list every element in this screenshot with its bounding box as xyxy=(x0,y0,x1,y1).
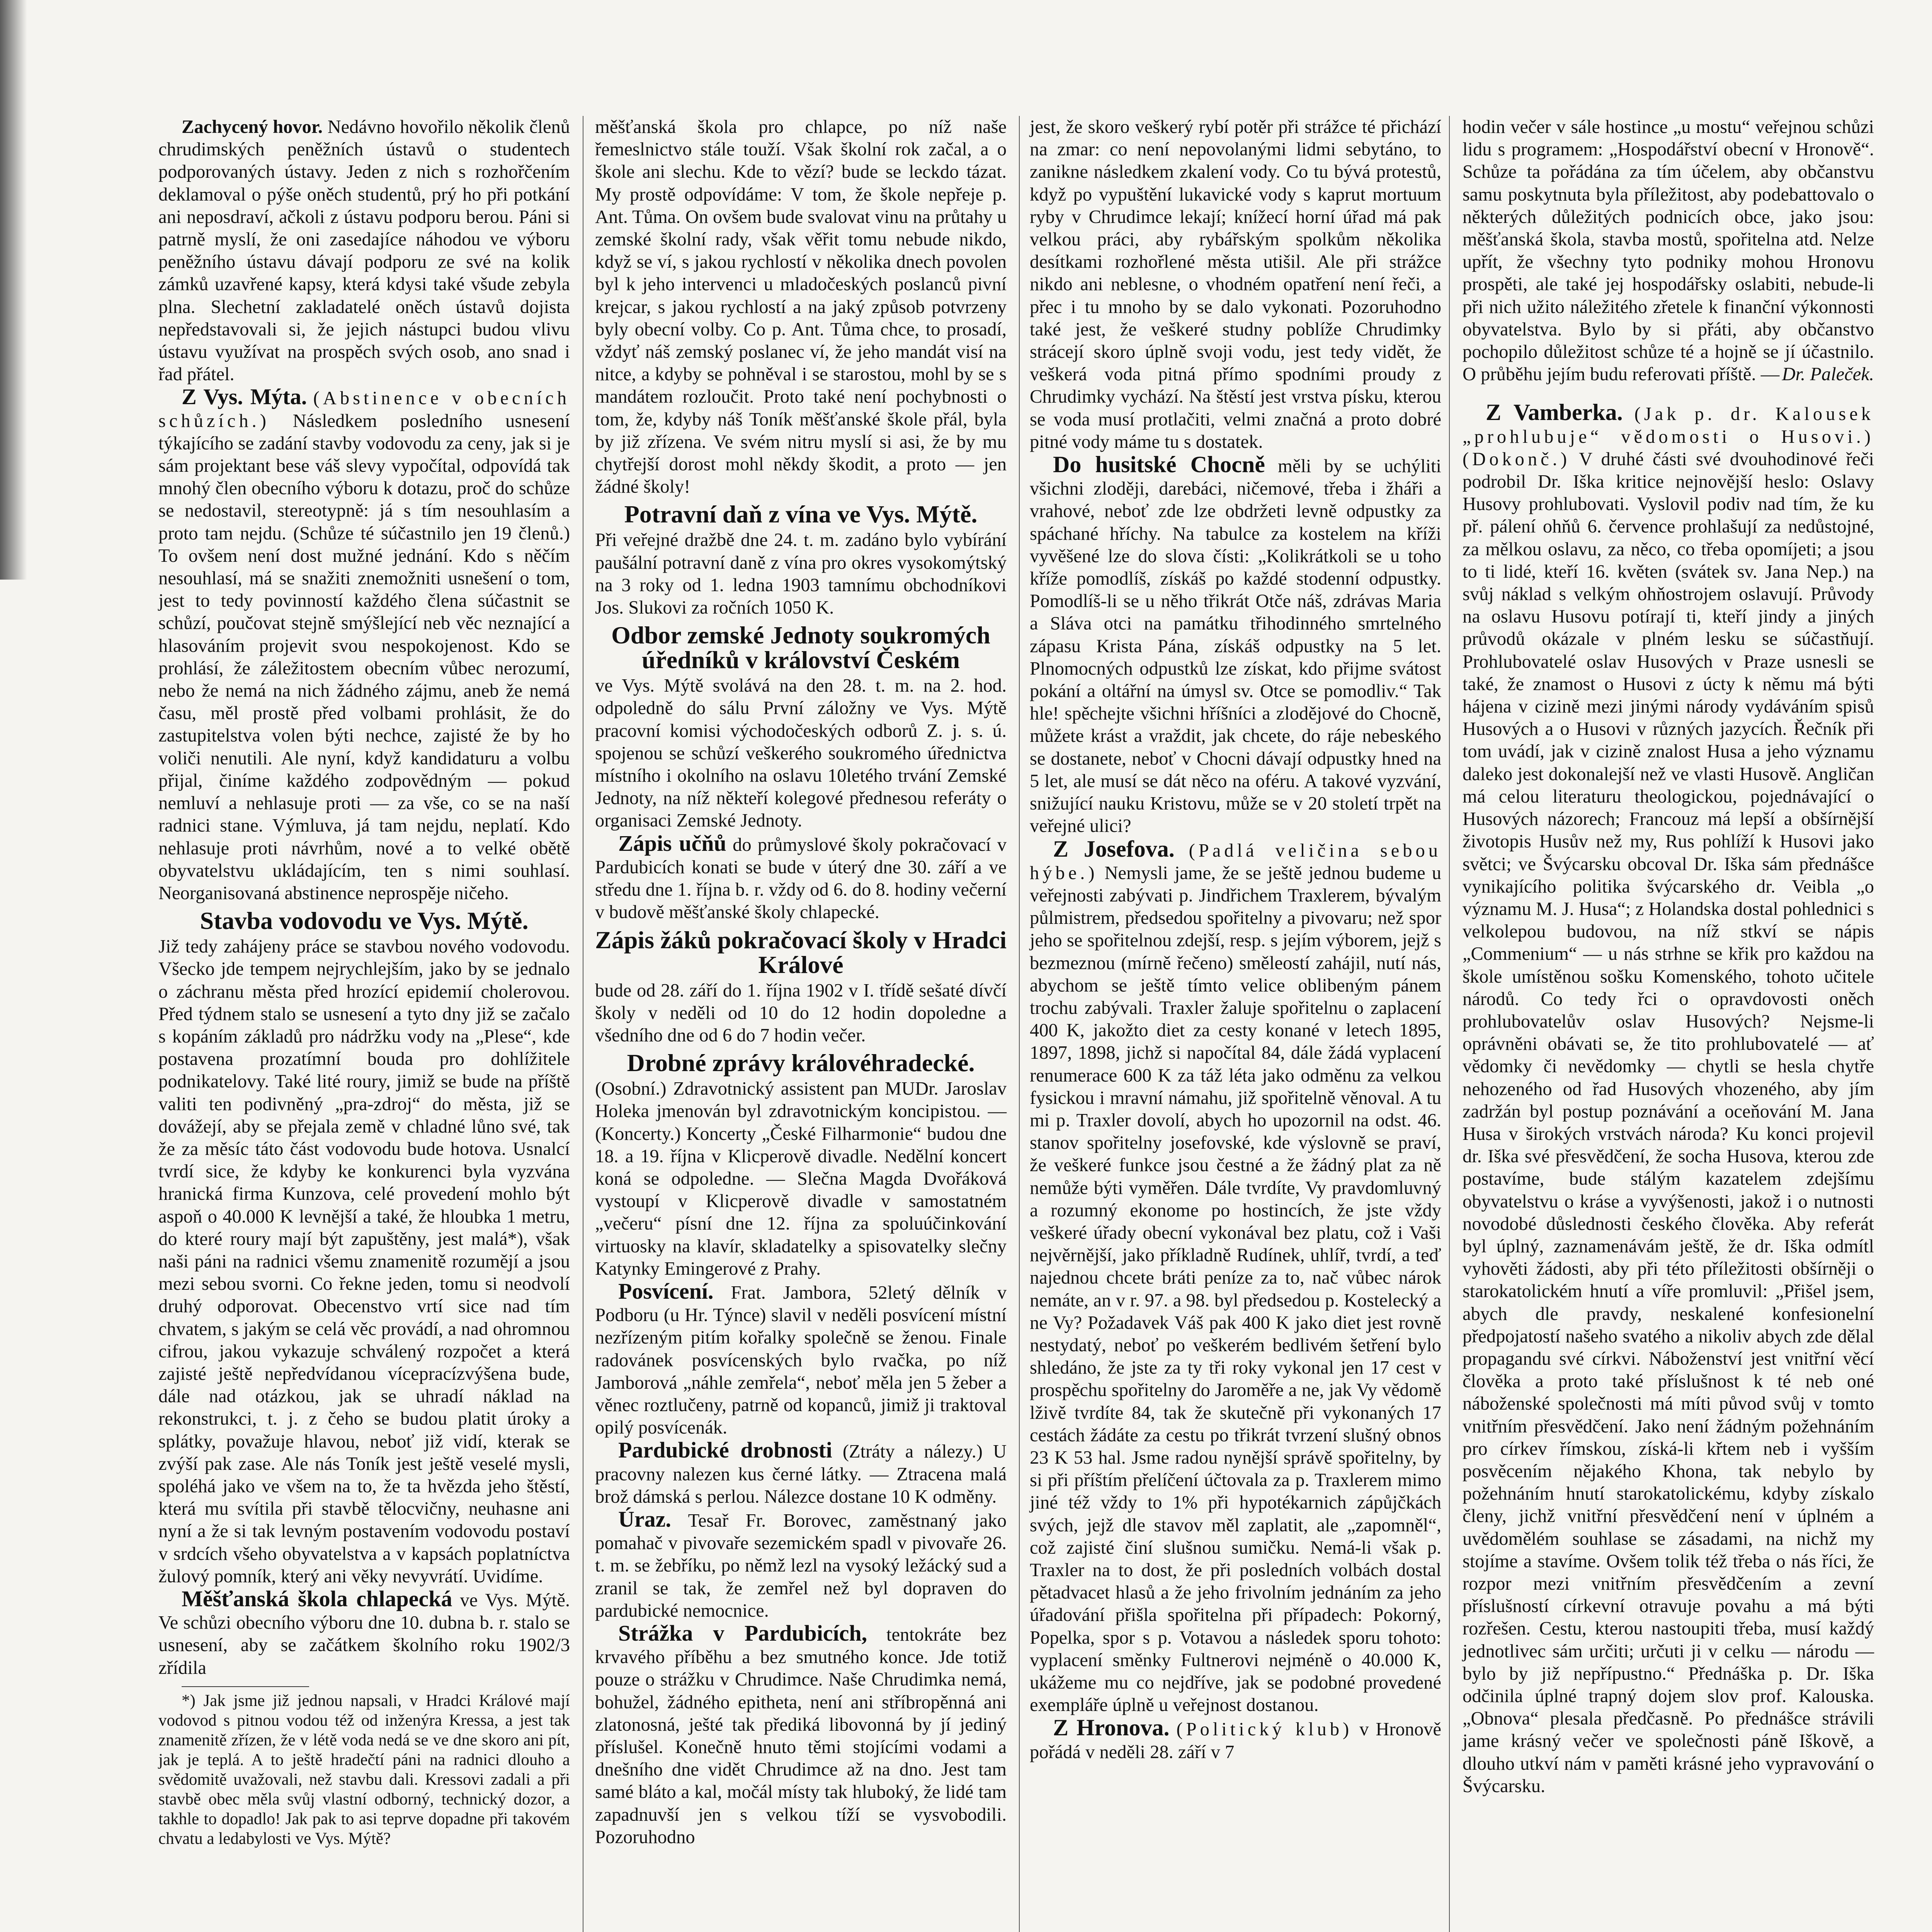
article-heading: Posvícení. xyxy=(618,1278,714,1304)
article-subheading: (Jak p. dr. Kalousek „prohlubuje“ vědomosti o Husovi.) (Dokonč.) xyxy=(1463,404,1874,469)
article-text: Frat. Jambora, 52letý dělník v Podboru (u Hr. Týnce) slavil v neděli posvícení místní nezřízeným pitím kořalky společně se ženou. Finale radovánek posvícenských bylo rvačka, po níž Jamborová „náhle zemřela“, neboť měla jen 5 žeber a věnec roztlučeny, patrně od kopanců, jimiž ji traktoval opilý posvícenák. xyxy=(595,1282,1007,1438)
article-text: Již tedy zahájeny práce se stavbou nového vodovodu. Všecko jde tempem nejrychlejším, jako by se jednalo o záchranu města před hrozící epidemií cholerovou. Před týdnem stalo se usnesení a tyto dny již se začalo s kopáním základů pro nádržku vody na „Plese“, kde postavena prozatímní bouda pro dohlížitele podnikatelovy. Také lité roury, jimiž se bude na příště valiti ten podivněný „pra-zdroj“ do města, již se dovážejí, aby se přejala země v chladné lůno své, tak že za měsíc táto část vodovodu bude hotova. Usnalcí tvrdí sice, že kdyby ke konkurenci byla vyzvána hranická firma Kunzova, celé provedení mohlo být aspoň o 40.000 K levnější a také, že hloubka 1 metru, do které roury mají být zapuštěny, jest malá*), však naši páni na radnici všemu znamenitě rozumějí a jsou mezi sebou svorni. Co řekne jeden, tomu si neodvolí druhý odporovat. Obecenstvo vrtí sice nad tím chvatem, s jakým se celá věc provádí, a nad ohromnou cifrou, jakou vykazuje schválený rozpočet a která zajisté ještě nepředvídanou vícepracízvýšena bude, dále nad otázkou, jak se uhradí náklad na rekonstrukci, t. j. z čeho se budou platit úroky a splátky, považuje hlavou, neboť již vidí, kterak se zvýší pak zase. Ale nás Toník jest ještě veselé mysli, spoléhá jako ve všem na to, že ta hvězda jeho štěstí, která mu svítila při stavbě tělocvičny, neuhasne ani nyní a že si tak levným postavením vodovodu postaví v srdcích všeho obyvatelstva a v kapsách poplatníctva žulový pomník, který ani věky nevyvrátí. Uvidíme. xyxy=(158,936,570,1587)
article-zachyceny-hovor xyxy=(158,116,570,386)
article-mestanska-skola xyxy=(158,1588,570,1679)
article-vys-myto xyxy=(158,386,570,905)
article-text: měšťanská škola pro chlapce, po níž naše řemeslnictvo stále touží. Však školní rok začal, a o škole ani slechu. Kde to vězí? bude se leckdo tázat. My prostě odpovídáme: V tom, že škole nepřeje p. Ant. Tůma. On ovšem bude svalovat vinu na průtahy u zemské školní rady, však věřit tomu nebude nikdo, když se ví, s jakou rychlostí v několika dnech povolen byl k jeho intervenci u mladočeských poslanců pivní krejcar, s jakou rychlostí a na jaký způsob potvrzeny byly obecní volby. Co p. Ant. Tůma chce, to prosadí, vždyť náš zemský poslanec ví, že jeho mandát visí na nitce, a kdyby se pohněval i se starostou, mohl by se s mandátem rozloučit. Proto také není pochybnosti o tom, že, kdyby náš Toník měšťanské škole přál, byla by již zřízena. Ve svém nitru myslí si asi, že by mu chytřejší dorost mohl někdy škodit, a proto — jen žádné školy! xyxy=(595,117,1007,497)
article-posviceni xyxy=(595,1280,1007,1439)
article-josefov xyxy=(1030,838,1441,1717)
article-heading: Zápis učňů xyxy=(618,830,726,856)
article-heading: Zachycený hovor. xyxy=(182,117,323,137)
footnote: *) Jak jsme již jednou napsali, v Hradci Králové mají vodovod s pitnou vodou též od inženýra Kressa, a jest tak znamenitě zřízen, že v létě voda nedá se ve dne skoro ani pít, jak je teplá. A to ještě hradečtí páni na radnici dlouho a svědomitě uvažovali, než stavbu dali. Kressovi zadali a při stavbě obec měla svůj vlastní odborný, technický dozor, a takhle to dopadlo! Jak pak to asi teprve dopadne při takovém chvatu a ledabylosti ve Vys. Mýtě? xyxy=(158,1691,570,1848)
article-vamberk xyxy=(1463,401,1874,1798)
article-strazka xyxy=(595,1622,1007,1849)
article-heading: Zápis žáků pokračovací školy v Hradci Králové xyxy=(595,926,1007,978)
article-heading: Z Josefova. xyxy=(1053,836,1175,862)
footnote-rule xyxy=(182,1686,309,1687)
column-2 xyxy=(595,116,1007,1849)
article-text: bude od 28. září do 1. října 1902 v I. třídě sešaté dívčí školy v neděli od 10 do 12 hodin dopoledne a všedního dne od 6 do 7 hodin večer. xyxy=(595,980,1007,1046)
article-text: ve Vys. Mýtě svolává na den 28. t. m. na 2. hod. odpoledně do sálu První záložny ve Vys. Mýtě pracovní komisi východočeských odborů Z. j. s. ú. spojenou se schůzí veškerého soukromého úřednictva místního i okolního na oslavu 10letého trvání Zemské Jednoty, na níž někteří kolegové přednesou referáty o organisaci Zemské Jednoty. xyxy=(595,675,1007,831)
article-text: Následkem posledního usnesení týkajícího se zadání stavby vodovodu za ceny, jak si je sám projektant bese váš slevy vypočítal, odpovídá tak mnohý člen obecního výboru k dotazu, proč do schůze se nedostavil, stereotypně: já s tím nesouhlasím a proto tam nejdu. (Schůze té súčastnilo jen 19 členů.) To ovšem není dost mužné jednání. Kdo s něčím nesouhlasí, má se snažiti znemožniti usnešení o tom, jest to tedy povinností každého člena súčastnit se schůzí, poučovat stejně smýšlející neb věc neznající a hlasováním projevit svou nespokojenost. Kdo se prohlásí, že záležitostem obecním vůbec nerozumí, nebo že nemá na nich žádného zájmu, aneb že nemá času, měl prostě před volbami prohlásit, že do zastupitelstva volen býti nechce, zajisté že by ho voliči nenutili. Ale nyní, když kandidaturu a volbu přijal, činíme každého zodpovědným — pokud nemluví a nehlasuje proti — za vše, co se na naší radnici stane. Výmluva, já tam nejdu, neplatí. Kdo nehlasuje proti návrhům, nové a to velké obětě obyvatelstvu ukládajícím, ten s nimi souhlasí. Neorganisovaná abstinence neprospěje ničeho. xyxy=(158,410,570,903)
article-text: hodin večer v sále hostince „u mostu“ veřejnou schůzi lidu s programem: „Hospodářství obecní v Hronově“. Schůze ta pořádána za tím účelem, aby občanstvu samu poskytnuta byla příležitost, aby podebattovalo o některých důležitých podnicích obce, jako jsou: měšťanská škola, stavba mostů, spořitelna atd. Nelze upřít, že všechny tyto podniky mohou Hronovu prospěti, ale také jej hospodářsky oslabiti, nebude-li při nich užito náležitého zřetele k finanční výkonnosti obyvatelstva. Bylo by si přáti, aby občanstvo pochopilo důležitost schůze té a hojně se jí účastnilo. O průběhu jejím budu referovati příště. — xyxy=(1463,117,1874,385)
article-text: jest, že skoro veškerý rybí potěr při strážce té přichází na zmar: co není nepovolanými lidmi sebytáno, to zanikne následkem zkalení vody. Co tu bývá protestů, když po vypuštění lukavické vody s kaprut mortuum ryby v Chrudimce lekají; knížecí horní úřad má pak velkou práci, aby rybářským spolkům několika desítkami rozhořlené města utišil. Ale při strážce nikdo ani neblesne, o vhodném opatření není řeči, a přec i tu mnoho by se dalo vykonati. Pozoruhodno také jest, že veškeré studny poblíže Chrudimky strácejí skoro úplně svoji vodu, jest tedy vidět, že veškerá voda pitná přímo spodními proudy z Chrudimky vychází. Na štěstí jest vrstva písku, kterou se voda musí protlačiti, velmi značná a proto dobré pitné vody máme tu s dostatek. xyxy=(1030,117,1441,452)
column-4 xyxy=(1463,116,1874,1798)
article-heading: Měšťanská škola chlapecká xyxy=(182,1586,452,1611)
article-heading: Do husitské Chocně xyxy=(1053,452,1265,478)
article-heading: Drobné zprávy královéhradecké. xyxy=(627,1049,975,1077)
article-text: V druhé části své dvouhodinové řeči podrobil Dr. Iška kritice nejnovější heslo: Oslavy Husovy prohlubovati. Vyslovil podiv nad tím, že ku př. pálení ohňů 6. července prohlašují za nedůstojné, za mělkou oslavu, za něco, co třeba opomíjeti; a jsou to ti lidé, kteří 16. květen (svátek sv. Jana Nep.) na svůj náklad s velkým ohňostrojem oslavují. Průvody na oslavu Husovu potírají ti, kteří jindy a jiných průvodů okázale v plném lesku se súčastňují. Prohlubovatelé oslav Husových v Praze usnesli se také, že znamost o Husovi z úcty k němu má býti hájena v cizině mezi jinými národy vydáváním spisů Husových a o Husovi v různých jazycích. Řečník při tom uvádí, jak v cizině znalost Husa a jeho významu daleko jest dokonalejší než ve vlasti Husově. Angličan má celou literaturu theologickou, pojednávající o Husových názorech; Francouz má lepší a obšírnější životopis Husův než my, Rus pohlíží k Husovi jako světci; ve Švýcarsku obcoval Dr. Iška sám přednášce vynikajícího politika švýcarského dr. Veibla „o významu M. J. Husa“; z Holandska dostal pohlednici s velkolepou budovou, na níž stkví se nápis „Commenium“ — u nás strhne se křik pro každou na škole umístěnou sošku Komenského, tohoto učitele národů. Co tedy řci o opravdovosti oněch prohlubovatelův oslav Husových? Nejsme-li oprávněni obávati se, že tito prohlubovatelé — ať vědomky či nevědomky — chytli se hesla chytře nehozeného od řad Husových vhozeného, aby jím zadržán byl postup poznávání a oceňování M. Jana Husa v širokých vrstvách národa? Ku konci projevil dr. Iška své přesvědčení, že socha Husova, kterou zde postavíme, bude stálým kazatelem zdejšímu obyvatelstvu o kráse a vyvýšenosti, jakož i o nutnosti novodobé důslednosti českého člověka. Aby referát byl úplný, zaznamenávám ještě, že dr. Iška odmítl vyhověti žádosti, aby při této příležitosti obšírněji o starokatolickém hnutí a víře promluvil: „Přišel jsem, abych dle pravdy, neskalené konfesionelní předpojatostí našeho svatého a nikoliv abych zde dělal propagandu své církvi. Náboženství jest vnitřní věcí člověka a proto také příslušnost k té neb oné náboženské společnosti má míti původ svůj v tomto vnitřním přesvědčení. Jako není žádným požehnáním pro církev římskou, získá-li křtem neb i vyšším posvěcením nějakého Khona, tak nebylo by požehnáním hnutí starokatolickému, kdyby získalo členy, jichž vnitřní přesvědčení není v úplném a uvědomělém souhlase se zásadami, na nichž my stojíme a stavíme. Ovšem tolik též třeba o nás říci, že rozpor mezi vnitřním přesvědčením a zevní příslušností církevní otravuje povahu a má býti rozřešen. Cestu, kterou nastoupiti třeba, musí každý jednotlivec sám určiti; určuti ji v celku — národu — bylo by již nepřípustno.“ Přednáška p. Dr. Iška odčinila úplné trapný dojem slov prof. Kalouska. „Obnova“ plesala předčasně. Po přednášce strávili jame krásný večer ve společnosti páně Iškově, a dlouho utkví nám v paměti krásné jeho vypravování o Švýcarsku. xyxy=(1463,449,1874,1796)
article-text: v Hronově pořádá v neděli 28. září v 7 xyxy=(1030,1719,1442,1762)
article-heading: Strážka v Pardubicích, xyxy=(618,1620,867,1646)
column-rule xyxy=(1449,116,1450,1932)
article-heading: Úraz. xyxy=(618,1506,671,1532)
signature: Dr. Paleček. xyxy=(1782,364,1874,385)
article-text: Při veřejné dražbě dne 24. t. m. zadáno bylo vybírání paušální potravní daně z vína pro okres vysokomýtský na 3 roky od 1. ledna 1903 tamnímu obchodníkovi Jos. Slukovi za ročních 1050 K. xyxy=(595,530,1007,618)
article-subheading: (Abstinence v obecních schůzích.) xyxy=(158,388,570,431)
article-subheading: (Politický klub) xyxy=(1176,1719,1353,1740)
article-heading: Potravní daň z vína ve Vys. Mýtě. xyxy=(624,500,978,528)
article-zapis-ucnu xyxy=(595,832,1007,924)
article-text: tentokráte bez krvavého příběhu a bez smutného konce. Jde totiž pouze o strážku v Chrudimce. Naše Chrudimka nemá, bohužel, žádného epitheta, není ani stříbropěnná ani zlatonosná, ješté tak přediká libovonná by jí jediný příslušel. Konečně hnuto těmi stojícími vodami a dnešního dne vidět Chrudimce až na dno. Jest tam samé bláto a kal, močál místy tak hluboký, že lidé tam zapadnuvší jen s velkou tíží se vysvobodili. Pozoruhodno xyxy=(595,1624,1007,1847)
article-text: měli by se uchýliti všichni zloději, darebáci, ničemové, třeba i žháři a vrahové, neboť zde lze obdržeti levně odpustky za spáchané hříchy. Na tabulce za kostelem na kříži vyvěšené lze do slova čísti: „Kolikrátkoli se u toho kříže pomodlíš, získáš po každé stodenní odpustky. Pomodlíš-li se u něho třikrát Otče náš, zdrávas Maria a Sláva otci na památku třihodinného smrtelného zápasu Krista Pána, získáš odpustky na 5 let. Plnomocných odpustků lze získat, kdo přijme svátost pokání a oltářní na úmysl sv. Otce se pomodliv.“ Tak hle! spěchejte všichni hříšníci a zlodějové do Chocně, můžete krást a vraždit, jak chcete, do ráje nebeského se dostanete, neboť v Chocni dávají odpustky hned na 5 let, ale musí se dát něco na oféru. A takové vyzvání, snižující nauku Kristovu, může se v 20 století trpět na veřejné ulici? xyxy=(1030,456,1441,837)
article-hronov xyxy=(1030,1716,1441,1763)
column-3 xyxy=(1030,116,1441,1764)
scan-edge-shadow xyxy=(0,0,27,580)
article-heading: Z Hronova. xyxy=(1053,1715,1170,1741)
article-text: Nedávno hovořilo několik členů chrudimských peněžních ústavů o studentech podporovaných ústavy. Jeden z nich s rozhořčením deklamoval o pýše oněch studentů, prý ho při potkání ani neposdraví, ačkoli z ústavu podporu berou. Páni si patrně myslí, že oni zasedajíce náhodou ve výboru peněžního ústavu dávají podporu ze své na kolik zámků uzavřené kapsy, která kdysi také všude zebyla plna. Slechetní zakladatelé oněch ústavů dojista nepředstavovali si, že jejich nástupci budou vlivu ústavu využívat na prospěch svých osob, ano snad i řad přátel. xyxy=(158,117,570,385)
article-subheading: (Padlá veličina sebou hýbe.) xyxy=(1030,840,1442,883)
article-heading: Odbor zemské Jednoty soukromých úředníků v království Českém xyxy=(611,621,990,674)
article-heading: Z Vys. Mýta. xyxy=(182,384,307,410)
article-text: Nemysli jame, že se ještě jednou budeme u veřejnosti zabývati p. Jindřichem Traxlerem, bývalým půlmistrem, předsedou spořitelny a pivovaru; než spor jeho se spořitelnou zdejší, resp. s jejím výborem, jejž s bezmeznou (mírně řečeno) směleostí zahájil, nutí nás, abychom se ještě tímto velice oblibeným pánem trochu zabývali. Traxler žaluje spořitelnu o zaplacení 400 K, jakožto diet za cesty konané v letech 1895, 1897, 1898, jichž si napočítal 84, dále žádá vyplacení renumerace 600 K za táž léta jako odměnu za velkou fysickou i mravní námahu, již spořitelně věnoval. A tu mi p. Traxler dovolí, abych ho upozornil na odst. 46. stanov spořitelny josefovské, kde výslovně se praví, že veškeré funkce jsou čestné a že žádný plat za ně nemůže býti vyměřen. Dále tvrdíte, Vy pravdomluvný a rozumný ekonome po hostincích, že jste vždy veškeré úřady obecní vykonával bez platu, což i Vaši nejvěrnější, jako příkladně Rudínek, uhlíř, tvrdí, a teď najednou chcete bráti peníze za to, nač vůbec nárok nemáte, an v r. 97. a 98. byl předsedou p. Kostelecký a ne Vy? Požadavek Váš pak 400 K jako diet jest rovně nestydatý, neboť po veškerém bedlivém šetření bylo shledáno, že jste za ty tři roky vykonal jen 17 cest v prospěchu spořitelny do Jaroměře a ne, jak Vy vědomě lživě tvrdíte 84, tak že skutečně při vykonaných 17 cestách žádáte za cestu po třikrát tvrzení slušný obnos 23 K 53 hal. Jsme radou nynější správě spořitelny, by si při příštím přelíčení účtovala za p. Traxlerem mimo jiné též vždy to 1% při hypotékarnich zápůjčkách svých, jejž dle stavov měl zaplatit, ale „zapomněl“, což zajisté činí slušnou sumičku. Nemá-li však p. Traxler na to dost, že při posledních volbách dostal pětadvacet hlasů a že jeho frivolním jednáním za jeho úřadování přišla spořitelna při případech: Pokorný, Popelka, spor s p. Votavou a následek sporu tohoto: vyplacení směnky Fultnerovi nejméně o 40.000 K, ukážeme mu co nejdříve, jak se podobné provedené exempláře úplně u veřejnost dostanou. xyxy=(1030,862,1441,1716)
article-text: (Osobní.) Zdravotnický assistent pan MUDr. Jaroslav Holeka jmenován byl zdravotnickým koncipistou. — (Koncerty.) Koncerty „České Filharmonie“ budou dne 18. a 19. října v Klicperově divadle. Nedělní koncert koná se odpoledne. — Slečna Magda Dvořáková vystoupí v Klicperově divadle v samostatném „večeru“ písní dne 12. října za spoluúčinkování virtuosky na klavír, skladatelky a spisovatelky slečny Katynky Emingerové z Prahy. xyxy=(595,1078,1007,1279)
article-heading: Stavba vodovodu ve Vys. Mýtě. xyxy=(200,907,529,935)
article-text xyxy=(1463,116,1874,386)
column-rule xyxy=(1019,116,1020,1932)
article-husitska-choce xyxy=(1030,453,1441,837)
article-heading: Z Vamberka. xyxy=(1486,400,1623,425)
article-text: ve Vys. Mýtě. Ve schůzi obecního výboru dne 10. dubna b. r. stalo se usnesení, aby se začátkem školního roku 1902/3 zřídila xyxy=(158,1590,570,1678)
article-text: do průmyslové školy pokračovací v Pardubicích konati se bude v úterý dne 30. září a ve středu dne 1. října b. r. vždy od 6. do 8. hodiny večerní v budově měšťanské školy chlapecké. xyxy=(595,834,1007,923)
article-pardubicke-drobnosti xyxy=(595,1439,1007,1508)
article-heading: Pardubické drobnosti xyxy=(618,1437,832,1463)
article-text: (Ztráty a nálezy.) U pracovny nalezen kus černé látky. — Ztracena malá brož dámská s perlou. Nálezce dostane 10 K odměny. xyxy=(595,1441,1007,1507)
article-uraz xyxy=(595,1508,1007,1622)
column-1 xyxy=(158,116,570,1849)
article-text: Tesař Fr. Borovec, zaměstnaný jako pomahač v pivovaře sezemickém spadl v pivovaře 26. t. m. se žebříku, po němž lezl na vysoký ležácký sud a zranil se tak, že zemřel než byl dopraven do pardubické nemocnice. xyxy=(595,1510,1007,1621)
